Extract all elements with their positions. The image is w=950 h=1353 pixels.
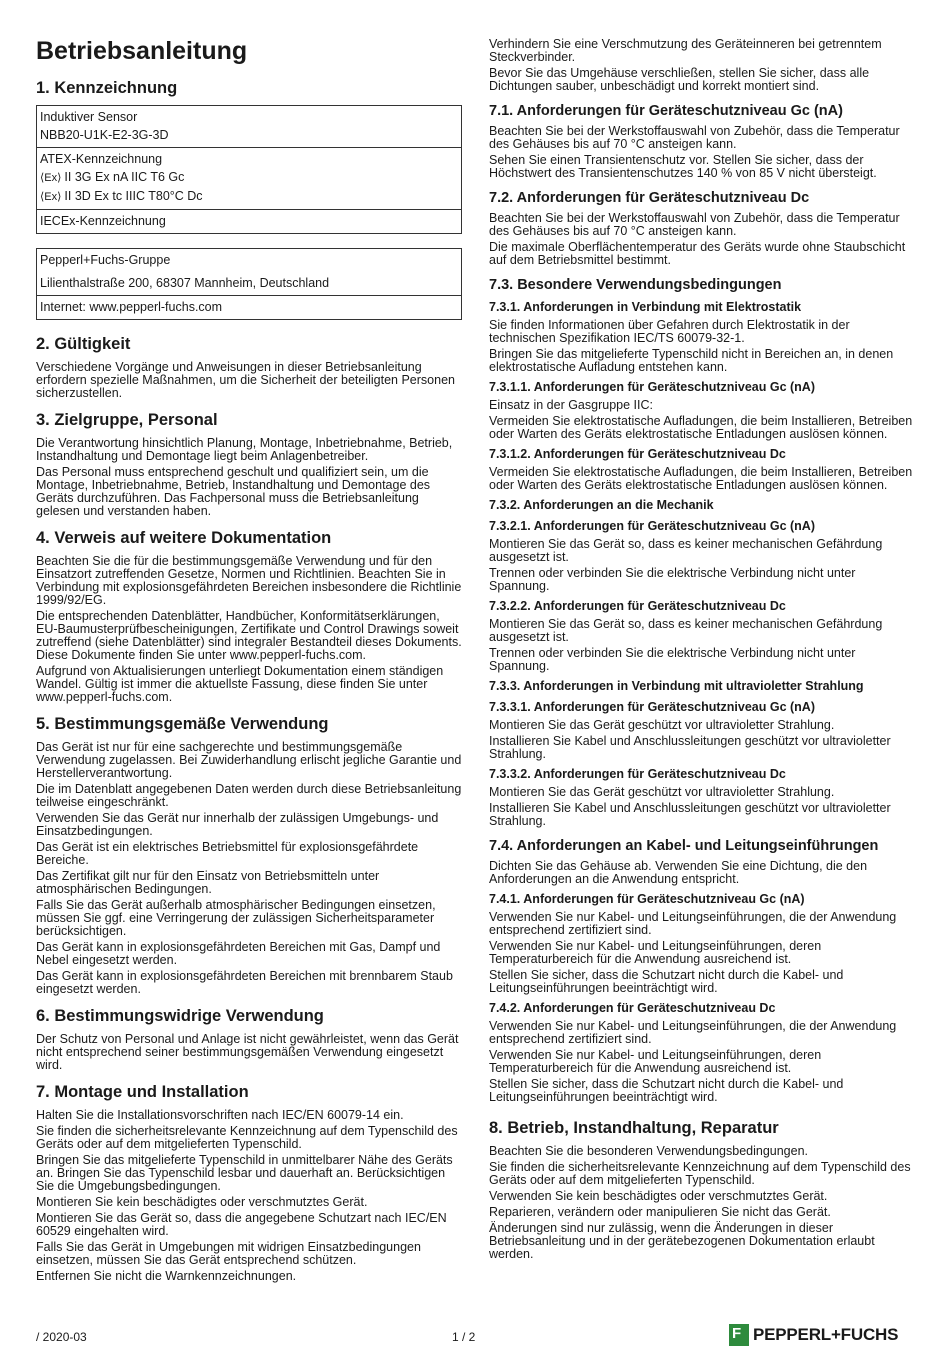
table-cell: Internet: www.pepperl-fuchs.com (40, 300, 223, 314)
paragraph: Verwenden Sie nur Kabel- und Leitungseinführungen, die der Anwendung entsprechend zertifiziert sind. (489, 1019, 897, 1046)
subsection-heading: 7.1. Anforderungen für Geräteschutzniveau Gc (nA) (489, 103, 843, 119)
paragraph: Sie finden die sicherheitsrelevante Kennzeichnung auf dem Typenschild des Geräts oder auf dem mitgelieferten Typenschild. (489, 1160, 911, 1187)
paragraph: Die maximale Oberflächentemperatur des Geräts wurde ohne Staubschicht auf dem Betriebsmittel bestimmt. (489, 240, 906, 267)
subsubsection-heading: 7.3.3.1. Anforderungen für Geräteschutzniveau Gc (nA) (489, 700, 815, 714)
paragraph: Verhindern Sie eine Verschmutzung des Geräteinneren bei getrenntem Steckverbinder. (489, 37, 882, 64)
paragraph: Montieren Sie das Gerät geschützt vor ultravioletter Strahlung. (489, 785, 835, 799)
product-identification-table (36, 105, 462, 234)
table-cell: Pepperl+Fuchs-Gruppe (40, 253, 171, 267)
pepperl-fuchs-logo (729, 1323, 919, 1347)
paragraph: Trennen oder verbinden Sie die elektrische Verbindung nicht unter Spannung. (489, 566, 856, 593)
paragraph: Aufgrund von Aktualisierungen unterliegt Dokumentation einem ständigen Wandel. Gültig ist immer die aktuellste Fassung, diese finden Sie unter www.pepperl-fuchs.com. (36, 664, 444, 704)
table-cell: IECEx-Kennzeichnung (40, 214, 166, 228)
subsubsection-heading: 7.3.1.1. Anforderungen für Geräteschutzniveau Gc (nA) (489, 380, 815, 394)
paragraph: Sehen Sie einen Transientenschutz vor. Stellen Sie sicher, dass der Höchstwert des Transientenschutzes 140 % von 85 V nicht übersteigt. (489, 153, 877, 180)
subsection-heading: 7.4. Anforderungen an Kabel- und Leitungseinführungen (489, 838, 879, 854)
table-cell: ATEX-Kennzeichnung (40, 152, 163, 166)
paragraph: Die entsprechenden Datenblätter, Handbücher, Konformitätserklärungen, EU-Baumusterprüfbescheinigungen, Zertifikate und Control Drawings soweit zutreffend (siehe Datenblätter) sind integraler Bestandteil dieses Dokuments. Diese Dokumente finden Sie unter www.pepperl-fuchs.com. (36, 609, 462, 662)
paragraph: Beachten Sie die für die bestimmungsgemäße Verwendung und für den Einsatzort zutreffenden Gesetze, Normen und Richtlinien. Beachten Sie in Verbindung mit explosionsgefährdeten Bereichen insbesondere die Richtlinie 1999/92/EG. (36, 554, 462, 607)
paragraph: Dichten Sie das Gehäuse ab. Verwenden Sie eine Dichtung, die den Anforderungen an die Anwendung entspricht. (489, 859, 868, 886)
paragraph: Änderungen sind nur zulässig, wenn die Änderungen in dieser Betriebsanleitung und in der gerätebezogenen Dokumentation erlaubt werden. (489, 1221, 875, 1261)
subsubsection-heading: 7.3.2.2. Anforderungen für Geräteschutzniveau Dc (489, 599, 786, 613)
paragraph: Das Gerät kann in explosionsgefährdeten Bereichen mit Gas, Dampf und Nebel eingesetzt werden. (36, 940, 441, 967)
paragraph: Verwenden Sie nur Kabel- und Leitungseinführungen, die der Anwendung entsprechend zertifiziert sind. (489, 910, 897, 937)
table-cell (40, 168, 458, 187)
paragraph: Installieren Sie Kabel und Anschlussleitungen geschützt vor ultravioletter Strahlung. (489, 734, 891, 761)
paragraph: Beachten Sie bei der Werkstoffauswahl von Zubehör, dass die Temperatur des Gehäuses bis auf 70 °C ansteigen kann. (489, 124, 900, 151)
manufacturer-table (36, 248, 462, 320)
paragraph: Verwenden Sie kein beschädigtes oder verschmutztes Gerät. (489, 1189, 828, 1203)
paragraph: Einsatz in der Gasgruppe IIC: (489, 398, 653, 412)
paragraph: Montieren Sie kein beschädigtes oder verschmutztes Gerät. (36, 1195, 368, 1209)
paragraph: Trennen oder verbinden Sie die elektrische Verbindung nicht unter Spannung. (489, 646, 856, 673)
paragraph: Verwenden Sie nur Kabel- und Leitungseinführungen, deren Temperaturbereich für die Anwendung ausreichend ist. (489, 1048, 822, 1075)
atex-dust-marking: II 3D Ex tc IIIC T80°C Dc (64, 189, 203, 203)
ex-marking-icon: ⟨Ex⟩ (40, 191, 62, 203)
paragraph: Verwenden Sie das Gerät nur innerhalb der zulässigen Umgebungs- und Einsatzbedingungen. (36, 811, 439, 838)
section-heading: 3. Zielgruppe, Personal (36, 411, 218, 429)
table-row (37, 147, 461, 209)
subsection-heading: 7.2. Anforderungen für Geräteschutzniveau Dc (489, 190, 810, 206)
paragraph: Vermeiden Sie elektrostatische Aufladungen, die beim Installieren, Betreiben oder Warten des Geräts elektrostatische Entladungen auslösen können. (489, 465, 913, 492)
paragraph: Stellen Sie sicher, dass die Schutzart nicht durch die Kabel- und Leitungseinführungen beeinträchtigt wird. (489, 968, 844, 995)
paragraph: Stellen Sie sicher, dass die Schutzart nicht durch die Kabel- und Leitungseinführungen beeinträchtigt wird. (489, 1077, 844, 1104)
table-row (37, 272, 461, 295)
section-heading: 2. Gültigkeit (36, 335, 131, 353)
paragraph: Halten Sie die Installationsvorschriften nach IEC/EN 60079-14 ein. (36, 1108, 404, 1122)
table-row (37, 249, 461, 272)
subsubsection-heading: 7.4.2. Anforderungen für Geräteschutzniveau Dc (489, 1001, 776, 1015)
paragraph: Montieren Sie das Gerät geschützt vor ultravioletter Strahlung. (489, 718, 835, 732)
paragraph: Entfernen Sie nicht die Warnkennzeichnungen. (36, 1269, 297, 1283)
subsubsection-heading: 7.4.1. Anforderungen für Geräteschutzniveau Gc (nA) (489, 892, 805, 906)
paragraph: Das Gerät kann in explosionsgefährdeten Bereichen mit brennbarem Staub eingesetzt werden. (36, 969, 453, 996)
paragraph: Installieren Sie Kabel und Anschlussleitungen geschützt vor ultravioletter Strahlung. (489, 801, 891, 828)
paragraph: Sie finden Informationen über Gefahren durch Elektrostatik in der technischen Spezifikation IEC/TS 60079-32-1. (489, 318, 850, 345)
document-title: Betriebsanleitung (36, 37, 248, 65)
subsubsection-heading: 7.3.2.1. Anforderungen für Geräteschutzniveau Gc (nA) (489, 519, 815, 533)
subsubsection-heading: 7.3.3. Anforderungen in Verbindung mit ultravioletter Strahlung (489, 679, 864, 693)
section-heading: 8. Betrieb, Instandhaltung, Reparatur (489, 1119, 779, 1137)
paragraph: Montieren Sie das Gerät so, dass es keiner mechanischen Gefährdung ausgesetzt ist. (489, 617, 883, 644)
paragraph: Beachten Sie bei der Werkstoffauswahl von Zubehör, dass die Temperatur des Gehäuses bis auf 70 °C ansteigen kann. (489, 211, 900, 238)
atex-gas-marking: II 3G Ex nA IIC T6 Gc (64, 170, 185, 184)
paragraph: Montieren Sie das Gerät so, dass es keiner mechanischen Gefährdung ausgesetzt ist. (489, 537, 883, 564)
section-heading: 6. Bestimmungswidrige Verwendung (36, 1007, 324, 1025)
paragraph: Vermeiden Sie elektrostatische Aufladungen, die beim Installieren, Betreiben oder Warten des Geräts elektrostatische Entladungen auslösen können. (489, 414, 913, 441)
paragraph: Bevor Sie das Umgehäuse verschließen, stellen Sie sicher, dass alle Dichtungen sauber, unbeschädigt und korrekt montiert sind. (489, 66, 870, 93)
paragraph: Das Gerät ist nur für eine sachgerechte und bestimmungsgemäße Verwendung zugelassen. Bei Zuwiderhandlung erlischt jegliche Garantie und Herstellerverantwortung. (36, 740, 462, 780)
ex-marking-icon: ⟨Ex⟩ (40, 172, 62, 184)
subsubsection-heading: 7.3.1. Anforderungen in Verbindung mit Elektrostatik (489, 300, 802, 314)
logo-text: PEPPERL+FUCHS (753, 1325, 899, 1344)
page-number: 1 / 2 (452, 1330, 476, 1344)
subsubsection-heading: 7.3.2. Anforderungen an die Mechanik (489, 498, 714, 512)
table-cell (40, 187, 458, 206)
table-cell: Induktiver Sensor (40, 110, 138, 124)
paragraph: Bringen Sie das mitgelieferte Typenschild in unmittelbarer Nähe des Geräts an. Bringen Sie das Typenschild lesbar und dauerhaft an. Berücksichtigen Sie die Umgebungsbedingungen. (36, 1153, 453, 1193)
paragraph: Das Personal muss entsprechend geschult und qualifiziert sein, um die Montage, Inbetriebnahme, Betrieb, Instandhaltung und Demontage des Geräts durchzuführen. Das Fachpersonal muss die Betriebsanleitung gelesen und verstanden haben. (36, 465, 431, 518)
subsubsection-heading: 7.3.1.2. Anforderungen für Geräteschutzniveau Dc (489, 447, 786, 461)
section-heading: 4. Verweis auf weitere Dokumentation (36, 529, 332, 547)
paragraph: Verwenden Sie nur Kabel- und Leitungseinführungen, deren Temperaturbereich für die Anwendung ausreichend ist. (489, 939, 822, 966)
table-row (37, 106, 461, 147)
paragraph: Beachten Sie die besonderen Verwendungsbedingungen. (489, 1144, 809, 1158)
paragraph: Die im Datenblatt angegebenen Daten werden durch diese Betriebsanleitung teilweise eingeschränkt. (36, 782, 462, 809)
paragraph: Das Zertifikat gilt nur für den Einsatz von Betriebsmitteln unter atmosphärischen Bedingungen. (36, 869, 380, 896)
paragraph: Bringen Sie das mitgelieferte Typenschild nicht in Bereichen an, in denen elektrostatische Aufladung entstehen kann. (489, 347, 894, 374)
paragraph: Falls Sie das Gerät in Umgebungen mit widrigen Einsatzbedingungen einsetzen, müssen Sie das Gerät entsprechend schützen. (36, 1240, 421, 1267)
right-column (489, 38, 915, 1264)
footer-date: / 2020-03 (36, 1330, 87, 1344)
table-cell: Lilienthalstraße 200, 68307 Mannheim, Deutschland (40, 276, 330, 290)
section-heading: 5. Bestimmungsgemäße Verwendung (36, 715, 329, 733)
section-heading: 7. Montage und Installation (36, 1083, 249, 1101)
paragraph: Die Verantwortung hinsichtlich Planung, Montage, Inbetriebnahme, Betrieb, Instandhaltung und Demontage liegt beim Anlagenbetreiber. (36, 436, 453, 463)
paragraph: Reparieren, verändern oder manipulieren Sie nicht das Gerät. (489, 1205, 831, 1219)
subsubsection-heading: 7.3.3.2. Anforderungen für Geräteschutzniveau Dc (489, 767, 786, 781)
paragraph: Verschiedene Vorgänge und Anweisungen in dieser Betriebsanleitung erfordern spezielle Maßnahmen, um die Sicherheit der beteiligten Personen sicherzustellen. (36, 360, 455, 400)
logo-mark-letter: F (732, 1325, 742, 1342)
table-row (37, 209, 461, 233)
paragraph: Der Schutz von Personal und Anlage ist nicht gewährleistet, wenn das Gerät nicht entsprechend seiner bestimmungsgemäßen Verwendung eingesetzt wird. (36, 1032, 459, 1072)
subsection-heading: 7.3. Besondere Verwendungsbedingungen (489, 277, 782, 293)
paragraph: Montieren Sie das Gerät so, dass die angegebene Schutzart nach IEC/EN 60529 eingehalten wird. (36, 1211, 447, 1238)
section-heading: 1. Kennzeichnung (36, 79, 178, 97)
table-row (37, 295, 461, 319)
table-cell: NBB20-U1K-E2-3G-3D (40, 128, 169, 142)
paragraph: Das Gerät ist ein elektrisches Betriebsmittel für explosionsgefährdete Bereiche. (36, 840, 419, 867)
paragraph: Sie finden die sicherheitsrelevante Kennzeichnung auf dem Typenschild des Geräts oder auf dem mitgelieferten Typenschild. (36, 1124, 458, 1151)
paragraph: Falls Sie das Gerät außerhalb atmosphärischer Bedingungen einsetzen, müssen Sie ggf. eine Verringerung der zulässigen Sicherheitsparameter berücksichtigen. (36, 898, 436, 938)
left-column (36, 36, 462, 1286)
logo-icon (729, 1324, 749, 1346)
